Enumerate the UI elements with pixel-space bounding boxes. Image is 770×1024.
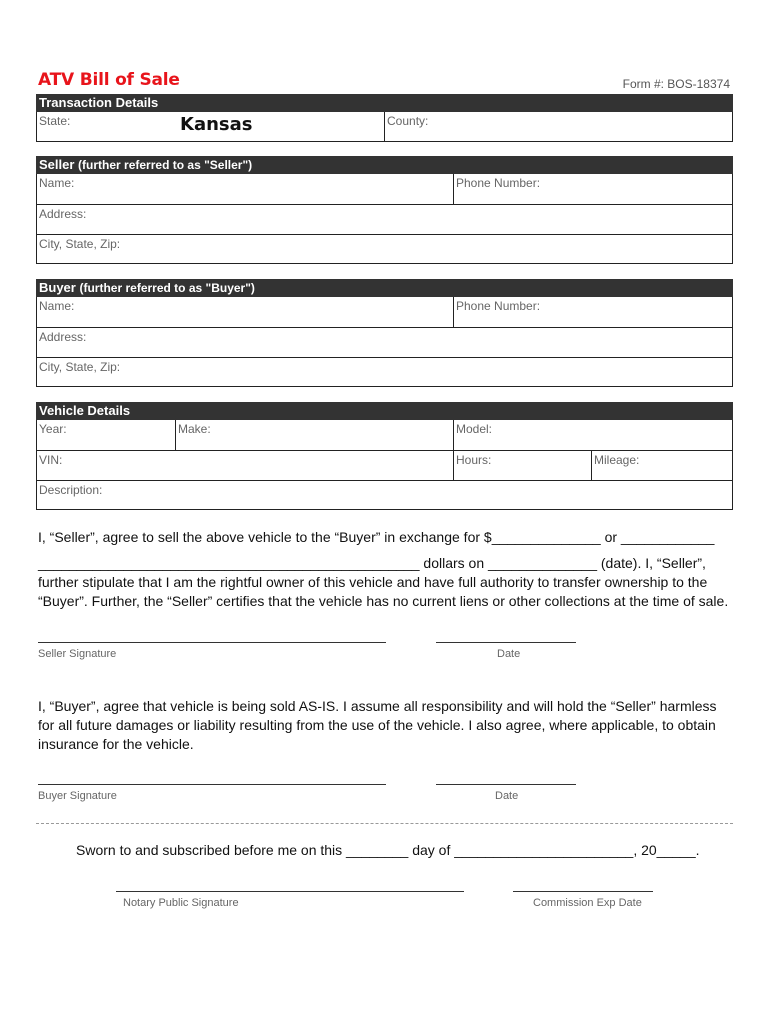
hours-field[interactable] [453, 451, 591, 480]
buyer-city-label: City, State, Zip: [39, 360, 121, 374]
seller-heading-text: Seller [39, 157, 75, 172]
seller-heading [36, 156, 733, 174]
seller-city-field[interactable] [37, 234, 732, 263]
description-label: Description: [39, 483, 103, 497]
seller-address-label: Address: [39, 207, 87, 221]
state-label: State: [39, 114, 71, 128]
seller-statement-line-3: further stipulate that I am the rightful owner of this vehicle and have full authority to transfer ownership to the [38, 574, 708, 590]
mileage-field[interactable] [591, 451, 732, 480]
make-field[interactable] [175, 420, 453, 450]
seller-statement-line-1: I, “Seller”, agree to sell the above vehicle to the “Buyer” in exchange for $______________ or ____________ [38, 529, 715, 545]
seller-date-label: Date [497, 648, 521, 660]
county-field[interactable] [384, 112, 732, 141]
vin-field[interactable] [37, 451, 453, 480]
buyer-address-field[interactable] [37, 327, 732, 357]
seller-signature-line[interactable] [38, 642, 386, 643]
transaction-box [36, 112, 733, 142]
buyer-name-label: Name: [39, 299, 75, 313]
model-field[interactable] [453, 420, 732, 450]
sworn-statement: Sworn to and subscribed before me on this ________ day of _______________________, 20_____. [76, 842, 700, 858]
transaction-heading-text: Transaction Details [39, 95, 159, 110]
transaction-heading [36, 94, 733, 112]
seller-row-name [37, 174, 732, 204]
commission-date-label: Commission Exp Date [533, 897, 642, 909]
description-field[interactable] [37, 480, 732, 509]
hours-label: Hours: [456, 453, 492, 467]
mileage-label: Mileage: [594, 453, 640, 467]
form-title: ATV Bill of Sale [38, 70, 180, 90]
buyer-statement-line-3: insurance for the vehicle. [38, 736, 194, 752]
vehicle-row-2 [37, 450, 732, 480]
seller-city-label: City, State, Zip: [39, 237, 121, 251]
buyer-address-label: Address: [39, 330, 87, 344]
year-field[interactable] [37, 420, 175, 450]
seller-phone-field[interactable] [453, 174, 732, 204]
seller-phone-label: Phone Number: [456, 176, 541, 190]
transaction-row [37, 112, 732, 141]
make-label: Make: [178, 422, 211, 436]
buyer-heading-text: Buyer [39, 280, 76, 295]
buyer-statement-line-2: for all future damages or liability resulting from the use of the vehicle. I also agree, where applicable, to obtain [38, 717, 716, 733]
notary-signature-line[interactable] [116, 891, 464, 892]
buyer-signature-line[interactable] [38, 784, 386, 785]
seller-heading-sub: (further referred to as "Seller") [78, 158, 253, 172]
buyer-name-field[interactable] [37, 297, 453, 327]
buyer-phone-label: Phone Number: [456, 299, 541, 313]
seller-name-label: Name: [39, 176, 75, 190]
seller-statement [38, 528, 738, 611]
seller-statement-line-2: _________________________________________________ dollars on ______________ (date). I, “Seller”, [38, 555, 706, 571]
buyer-signature-label: Buyer Signature [38, 790, 117, 802]
notary-signature-label: Notary Public Signature [123, 897, 239, 909]
buyer-box [36, 297, 733, 387]
vin-label: VIN: [39, 453, 63, 467]
form-number: Form #: BOS-18374 [622, 77, 730, 91]
state-value: Kansas [180, 114, 253, 135]
model-label: Model: [456, 422, 493, 436]
buyer-statement-line-1: I, “Buyer”, agree that vehicle is being sold AS-IS. I assume all responsibility and will hold the “Seller” harmless [38, 698, 717, 714]
buyer-city-field[interactable] [37, 357, 732, 386]
seller-address-field[interactable] [37, 204, 732, 234]
buyer-date-label: Date [495, 790, 519, 802]
buyer-row-name [37, 297, 732, 327]
buyer-statement [38, 697, 738, 754]
buyer-date-line[interactable] [436, 784, 576, 785]
state-field[interactable] [37, 112, 384, 141]
seller-name-field[interactable] [37, 174, 453, 204]
seller-date-line[interactable] [436, 642, 576, 643]
seller-statement-line-4: “Buyer”. Further, the “Seller” certifies that the vehicle has no current liens or other collections at the time of sale. [38, 593, 729, 609]
vehicle-row-1 [37, 420, 732, 450]
commission-date-line[interactable] [513, 891, 653, 892]
county-label: County: [387, 114, 429, 128]
vehicle-heading [36, 402, 733, 420]
year-label: Year: [39, 422, 67, 436]
vehicle-box [36, 420, 733, 510]
buyer-phone-field[interactable] [453, 297, 732, 327]
notary-divider [36, 823, 733, 824]
buyer-heading [36, 279, 733, 297]
vehicle-heading-text: Vehicle Details [39, 403, 131, 418]
buyer-heading-sub: (further referred to as "Buyer") [79, 281, 255, 295]
seller-signature-label: Seller Signature [38, 648, 117, 660]
seller-box [36, 174, 733, 264]
